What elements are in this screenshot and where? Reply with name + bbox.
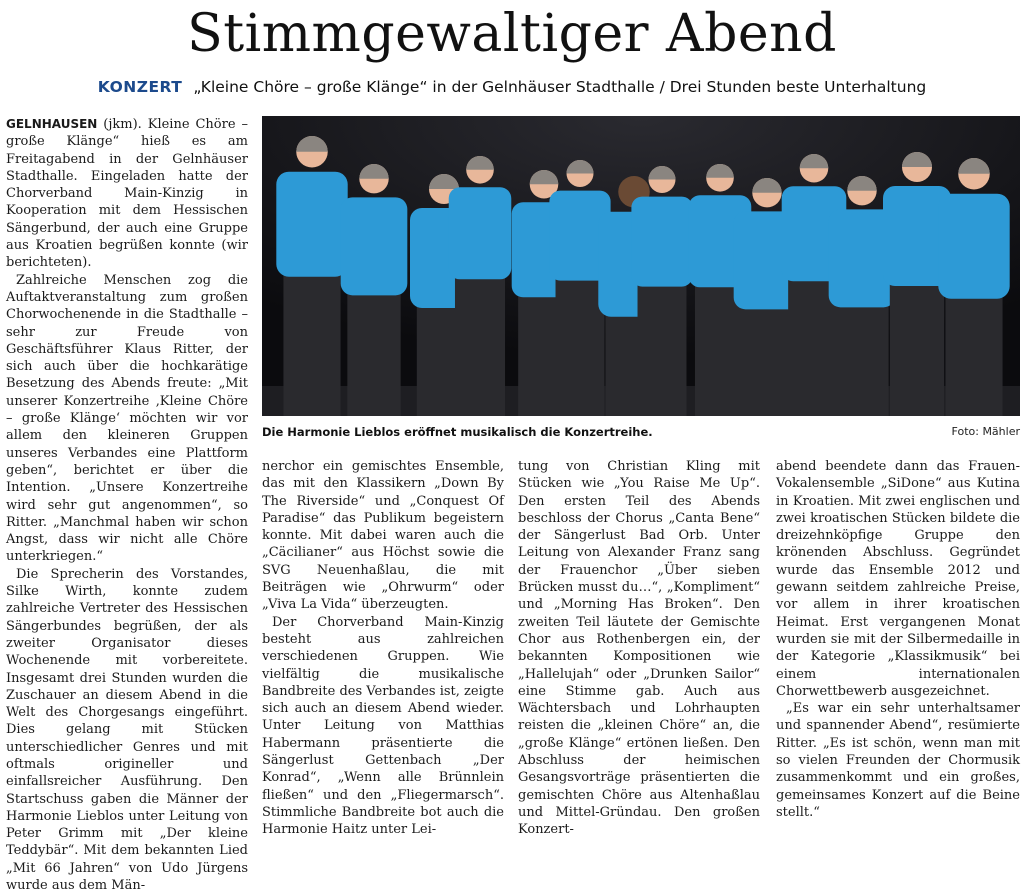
- article-column-3: [518, 458, 760, 838]
- kicker: KONZERT: [97, 78, 183, 96]
- photo-caption-row: [262, 422, 1020, 442]
- choir-singer: [276, 136, 347, 416]
- choir-singer: [449, 156, 512, 416]
- paragraph: tung von Christian Kling mit Stücken wie „You Raise Me Up“. Den ersten Teil des Abends beschloss der Chorus „Canta Bene“ der Sängerlust Bad Orb. Unter Leitung von Alexander Franz sang der Frauenchor „Über sieben Brücken musst du…“, „Kompliment“ und „Morning Has Broken“. Den zweiten Teil läutete der Gemischte Chor aus Rothenbergen ein, der bekannten Kompositionen wie „Hallelujah“ oder „Drunken Sailor“ eine Stimme gab. Auch aus Wächtersbach und Lohrhaupten reisten die „kleinen Chöre“ an, die „große Klänge“ ertönen ließen. Den Abschluss der heimischen Gesangsvorträge präsentierten die gemischten Chöre aus Altenhaßlau und Mittel-Gründau. Den großen Konzert-: [518, 459, 760, 838]
- choir-singer: [631, 166, 692, 416]
- photo-credit: Foto: Mähler: [951, 425, 1020, 438]
- paragraph: „Es war ein sehr unterhaltsamer und spannender Abend“, resümierte Ritter. „Es ist schön, wenn man mit so vielen Freunden der Chormusik zusammenkommt und ein großes, gemeinsames Konzert auf die Beine stellt.“: [776, 701, 1020, 820]
- paragraph: Zahlreiche Menschen zog die Auftaktveranstaltung zum großen Chorwochenende in die Stadthalle – sehr zur Freude von Geschäftsführer Klaus Ritter, der sich auch über die hochkarätige Besetzung des Abends freute: „Mit unserer Konzertreihe ‚Kleine Chöre – große Klänge‘ möchten wir vor allem den kleineren Gruppen unseres Verbandes eine Plattform geben“, berichtet er über die Intention. „Unsere Konzertreihe wird sehr gut angenommen“, so Ritter. „Manchmal haben wir schon Angst, dass wir nicht alle Chöre unterkriegen.“: [6, 272, 248, 565]
- photo-caption: Die Harmonie Lieblos eröffnet musikalisch die Konzertreihe.: [262, 425, 653, 439]
- paragraph: nerchor ein gemischtes Ensemble, das mit den Klassikern „Down By The Riverside“ und „Conquest Of Paradise“ das Publikum begeistern konnte. Mit dabei waren auch die „Cäcilianer“ aus Höchst sowie die SVG Neuenhaßlau, die mit Beiträgen wie „Ohrwurm“ oder „Viva La Vida“ überzeugten.: [262, 459, 504, 613]
- paragraph-text: (jkm). Kleine Chöre – große Klänge“ hieß es am Freitagabend in der Gelnhäuser Stadthalle. Eingeladen hatte der Chorverband Main-Kinzig in Kooperation mit dem Hessischen Sängerbund, der auch eine Gruppe aus Kroatien begrüßen konnte (wir berichteten).: [6, 117, 248, 271]
- choir-singer: [938, 158, 1009, 416]
- article-column-2: [262, 458, 504, 838]
- subline: [0, 74, 1024, 100]
- article-column-4: [776, 458, 1020, 820]
- subline-text: „Kleine Chöre – große Klänge“ in der Gelnhäuser Stadthalle / Drei Stunden beste Unterhaltung: [193, 78, 927, 96]
- article-column-1: [6, 116, 248, 894]
- choir-photo: [262, 116, 1020, 416]
- choir-singer: [341, 164, 408, 416]
- dateline: GELNHAUSEN: [6, 117, 98, 131]
- paragraph: [6, 116, 248, 272]
- paragraph: Der Chorverband Main-Kinzig besteht aus zahlreichen verschiedenen Gruppen. Wie vielfältig die musikalische Bandbreite des Verbandes ist, zeigte sich auch an diesem Abend wieder. Unter Leitung von Matthias Habermann präsentierte die Sängerlust Gettenbach „Der Konrad“, „Wenn alle Brünnlein fließen“ und den „Fliegermarsch“. Stimmliche Bandbreite bot auch die Harmonie Haitz unter Lei-: [262, 614, 504, 838]
- paragraph: abend beendete dann das Frauen-Vokalensemble „SiDone“ aus Kutina in Kroatien. Mit zwei englischen und zwei kroatischen Stücken bildete die dreizehnköpfige Gruppe den krönenden Abschluss. Gegründet wurde das Ensemble 2012 und gewann seitdem zahlreiche Preise, vor allem in ihrer kroatischen Heimat. Erst vergangenen Monat wurden sie mit der Silbermedaille in der Kategorie „Klassikmusik“ bei einem internationalen Chorwettbewerb ausgezeichnet.: [776, 459, 1020, 699]
- choir-photo-illustration: [262, 116, 1020, 416]
- paragraph: Die Sprecherin des Vorstandes, Silke Wirth, konnte zudem zahlreiche Vertreter des Hessischen Sängerbundes begrüßen, der als zweiter Organisator dieses Wochenende mit vorbereitete. Insgesamt drei Stunden wurden die Zuschauer an diesem Abend in die Welt des Chorgesangs eingeführt. Dies gelang mit Stücken unterschiedlicher Genres und mit oftmals origineller und einfallsreicher Ausführung. Den Startschuss gaben die Männer der Harmonie Lieblos unter Leitung von Peter Grimm mit „Der kleine Teddybär“. Mit dem bekannten Lied „Mit 66 Jahren“ von Udo Jürgens wurde aus dem Män-: [6, 566, 248, 894]
- headline: Stimmgewaltiger Abend: [187, 4, 837, 64]
